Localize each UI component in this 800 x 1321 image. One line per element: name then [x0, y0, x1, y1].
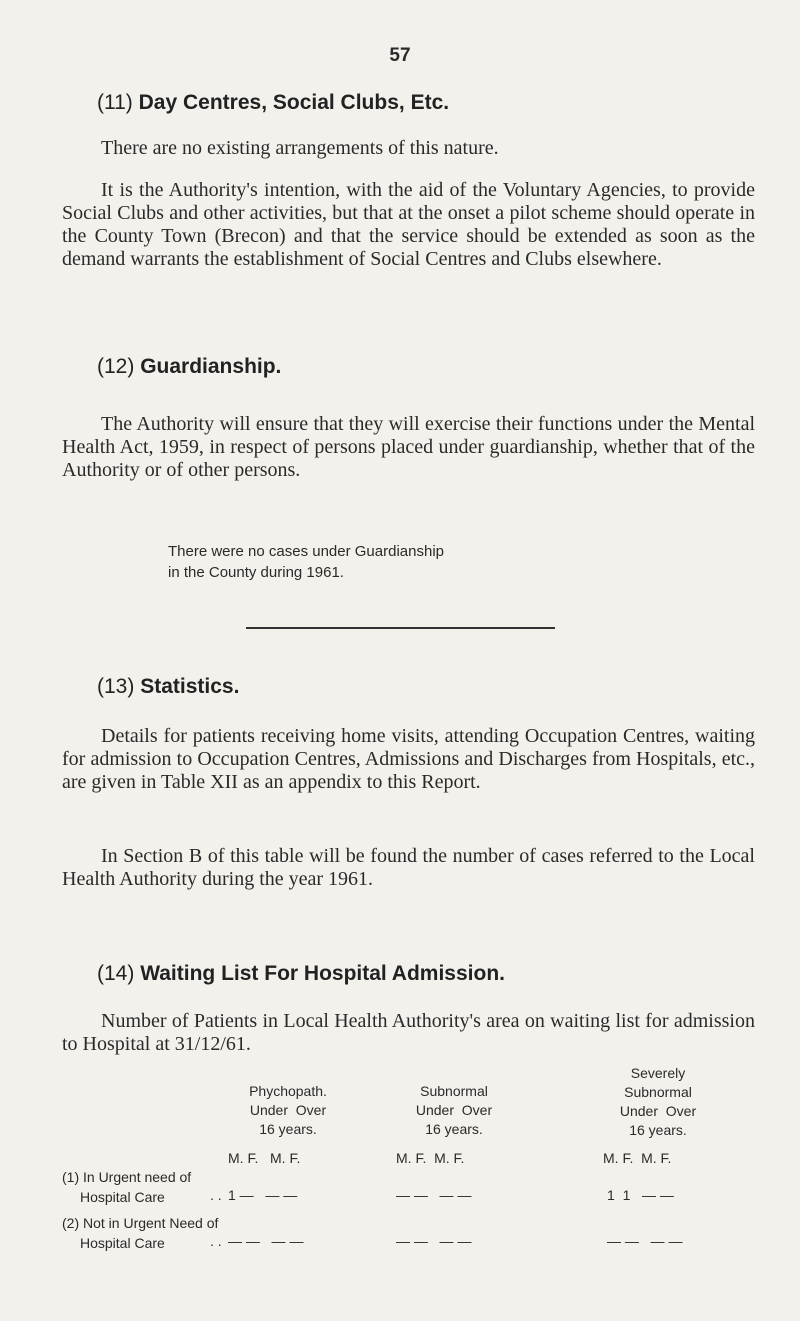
leader-dots: . .	[210, 1233, 222, 1249]
column-title-line: Subnormal	[420, 1083, 488, 1099]
leader-dots: . .	[210, 1187, 222, 1203]
table-cell: 1 1 — —	[607, 1187, 674, 1203]
column-title-line: Phychopath.	[249, 1083, 327, 1099]
table-cell: — — — —	[396, 1233, 472, 1249]
section-11-paragraph-2: It is the Authority's intention, with the aid of the Voluntary Agencies, to provide Social Clubs and other activities, but that at the onset a pilot scheme should operate in the County Town (Brecon) and that the service should be extended as soon as the demand warrants the establishment of Social Centres and Clubs elsewhere.	[62, 179, 755, 270]
section-divider	[246, 627, 555, 629]
guardianship-note	[168, 541, 688, 583]
note-line: in the County during 1961.	[168, 564, 344, 581]
section-number: (13)	[97, 675, 135, 698]
table-row-label	[62, 1213, 218, 1253]
section-11-paragraph-1: There are no existing arrangements of this nature.	[101, 137, 499, 159]
table-row-label	[62, 1167, 191, 1207]
section-14-paragraph-1: Number of Patients in Local Health Authority's area on waiting list for admission to Hospital at 31/12/61.	[62, 1010, 755, 1055]
section-title: Waiting List For Hospital Admission.	[140, 962, 505, 985]
section-13-paragraph-2: In Section B of this table will be found the number of cases referred to the Local Health Authority during the year 1961.	[62, 845, 755, 890]
note-line: There were no cases under Guardianship	[168, 543, 444, 560]
column-title-line: 16 years.	[259, 1121, 317, 1137]
section-14-heading	[97, 962, 505, 986]
section-number: (14)	[97, 962, 135, 985]
section-number: (12)	[97, 355, 135, 378]
sex-subheader: M. F. M. F.	[603, 1150, 672, 1166]
row-label-line: (2) Not in Urgent Need of	[62, 1215, 219, 1231]
column-title-line: Under Over	[619, 1103, 697, 1119]
section-13-heading	[97, 675, 239, 699]
section-title: Statistics.	[140, 675, 240, 698]
sex-subheader: M. F. M. F.	[228, 1150, 301, 1166]
column-title-line: Under Over	[249, 1102, 327, 1118]
column-title-line: Under Over	[415, 1102, 493, 1118]
table-cell: — — — —	[396, 1187, 472, 1203]
column-title-line: Subnormal	[624, 1084, 692, 1100]
column-title-line: Severely	[630, 1065, 686, 1081]
column-header-psychopath	[218, 1082, 358, 1139]
page-number: 57	[389, 45, 411, 66]
table-cell: — — — —	[607, 1233, 683, 1249]
section-title: Day Centres, Social Clubs, Etc.	[138, 91, 450, 114]
section-title: Guardianship.	[140, 355, 282, 378]
column-header-subnormal	[384, 1082, 524, 1139]
row-label-line: Hospital Care	[80, 1235, 165, 1251]
column-header-severely-subnormal	[588, 1064, 728, 1140]
section-number: (11)	[97, 91, 133, 114]
section-12-paragraph-1: The Authority will ensure that they will exercise their functions under the Mental Health Act, 1959, in respect of persons placed under guardianship, whether that of the Authority or of other persons.	[62, 413, 755, 481]
column-title-line: 16 years.	[629, 1122, 687, 1138]
column-title-line: 16 years.	[425, 1121, 483, 1137]
section-13-paragraph-1: Details for patients receiving home visits, attending Occupation Centres, waiting for admission to Occupation Centres, Admissions and Discharges from Hospitals, etc., are given in Table XII as an appendix to this Report.	[62, 725, 755, 793]
sex-subheader: M. F. M. F.	[396, 1150, 465, 1166]
row-label-line: Hospital Care	[80, 1189, 165, 1205]
table-cell: 1 — — —	[228, 1187, 298, 1203]
table-cell: — — — —	[228, 1233, 304, 1249]
section-11-heading	[97, 91, 449, 115]
row-label-line: (1) In Urgent need of	[62, 1169, 192, 1185]
section-12-heading	[97, 355, 281, 379]
